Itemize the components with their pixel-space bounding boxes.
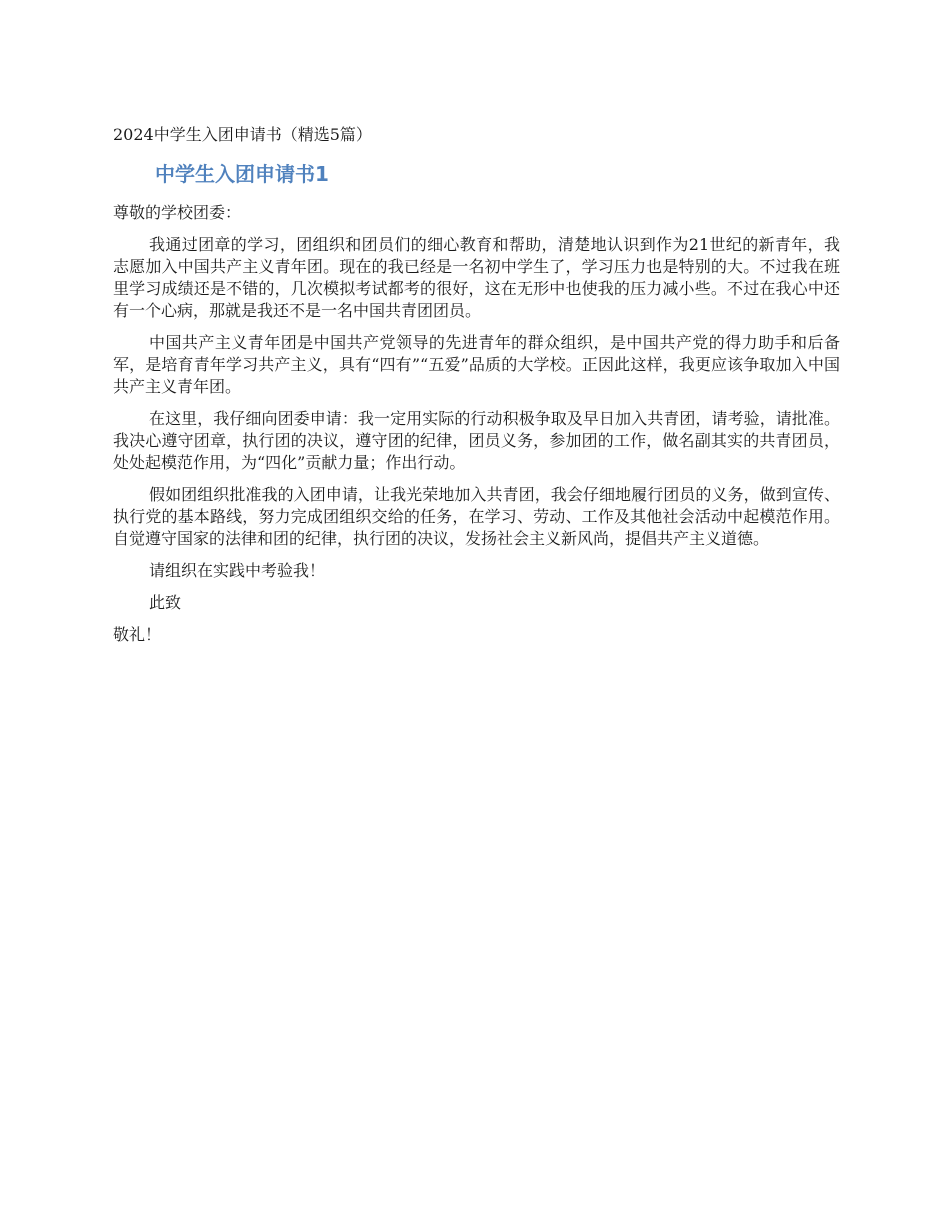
- body-paragraph: 假如团组织批准我的入团申请，让我光荣地加入共青团，我会仔细地履行团员的义务，做到宣传、执行党的基本路线，努力完成团组织交给的任务，在学习、劳动、工作及其他社会活动中起模范作用。自觉遵守国家的法律和团的纪律，执行团的决议，发扬社会主义新风尚，提倡共产主义道德。: [113, 485, 840, 548]
- document-page: [113, 124, 840, 656]
- salutation: 尊敬的学校团委：: [113, 203, 242, 222]
- body-paragraph: 中国共产主义青年团是中国共产党领导的先进青年的群众组织，是中国共产党的得力助手和后备军，是培育青年学习共产主义，具有“四有”“五爱”品质的大学校。正因此这样，我更应该争取加入中国共产主义青年团。: [113, 333, 840, 396]
- closing-phrase: 此致: [149, 593, 182, 612]
- body-paragraph: 在这里，我仔细向团委申请：我一定用实际的行动积极争取及早日加入共青团，请考验，请批准。我决心遵守团章，执行团的决议，遵守团的纪律，团员义务，参加团的工作，做名副其实的共青团员，处处起模范作用，为“四化”贡献力量；作出行动。: [113, 409, 840, 472]
- closing-salute: 敬礼！: [113, 625, 162, 644]
- body-paragraph: 我通过团章的学习，团组织和团员们的细心教育和帮助，清楚地认识到作为21世纪的新青年，我志愿加入中国共产主义青年团。现在的我已经是一名初中学生了，学习压力也是特别的大。不过我在班里学习成绩还是不错的，几次模拟考试都考的很好，这在无形中也使我的压力减小些。不过在我心中还有一个心病，那就是我还不是一名中国共青团团员。: [113, 235, 840, 320]
- request-line: 请组织在实践中考验我！: [149, 561, 326, 580]
- section-heading: 中学生入团申请书1: [155, 162, 329, 186]
- document-title: 2024中学生入团申请书（精选5篇）: [113, 125, 372, 144]
